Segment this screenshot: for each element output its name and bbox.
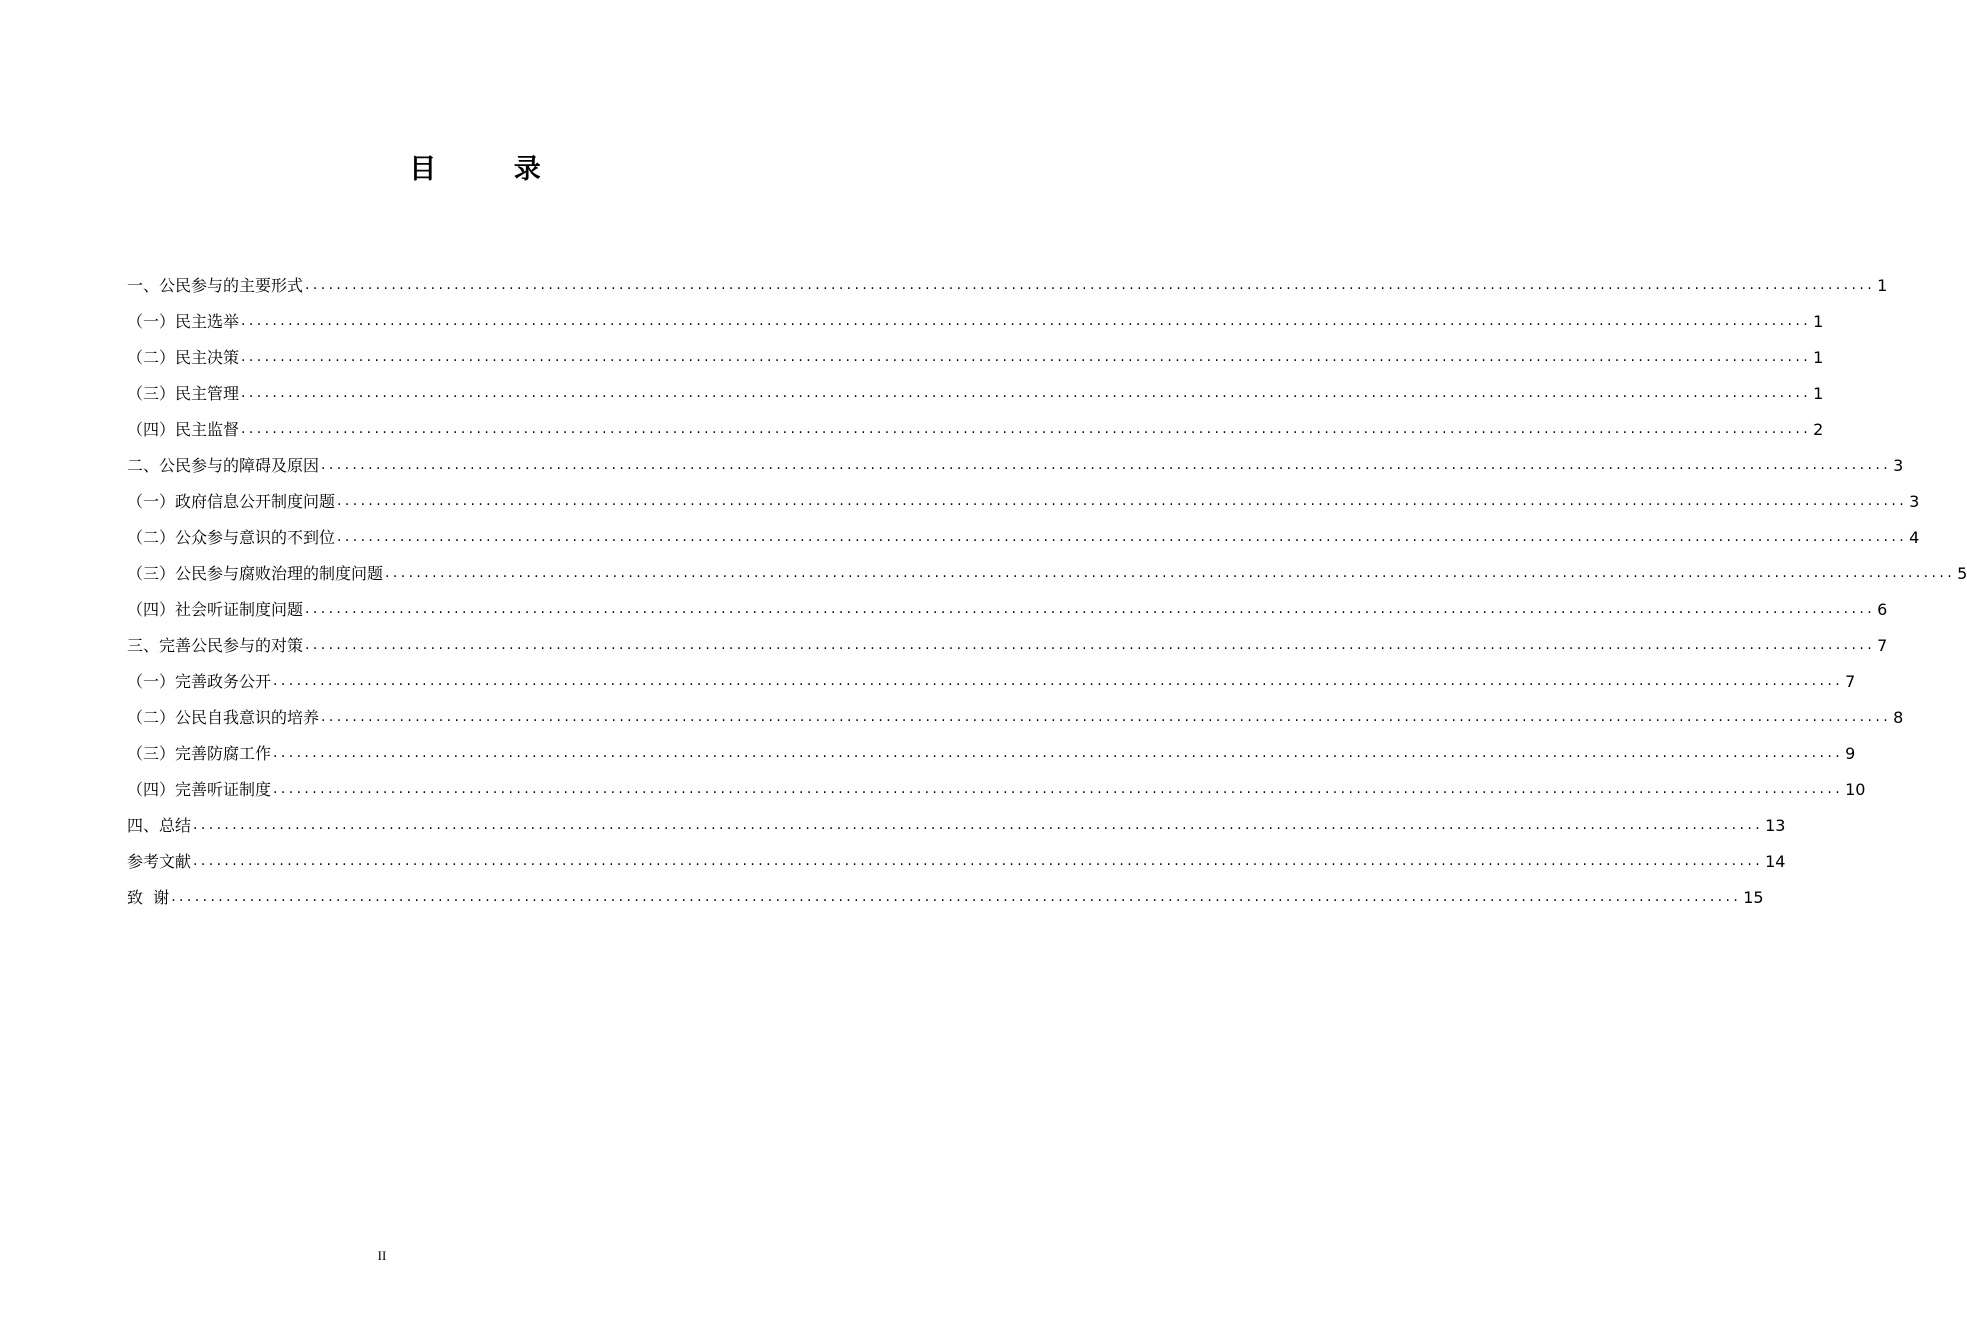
dot-leader: ........................................................................................................................................................................................................ <box>337 529 1908 545</box>
toc-entry-label: 致 谢 <box>127 888 170 907</box>
dot-leader: ........................................................................................................................................................................................................ <box>305 601 1876 617</box>
dot-leader: ........................................................................................................................................................................................................ <box>321 457 1892 473</box>
toc-entry[interactable] <box>127 692 1904 728</box>
toc-entry-page: 13 <box>1765 816 1786 835</box>
toc-entry-page: 8 <box>1893 708 1904 727</box>
toc-entry-page: 14 <box>1765 852 1786 871</box>
toc-entry-page: 3 <box>1909 492 1920 511</box>
toc-entry-page: 3 <box>1893 456 1904 475</box>
toc-entry-page: 10 <box>1845 780 1866 799</box>
toc-entry-page: 1 <box>1877 276 1888 295</box>
toc-entry[interactable] <box>127 476 1920 512</box>
toc-entry-page: 4 <box>1909 528 1920 547</box>
dot-leader: ........................................................................................................................................................................................................ <box>241 313 1812 329</box>
toc-entry-label: （一）完善政务公开 <box>127 672 272 691</box>
toc-entry-page: 9 <box>1845 744 1856 763</box>
toc-entry[interactable] <box>127 872 1764 908</box>
toc-entry-label: 四、总结 <box>127 816 192 835</box>
toc-entry[interactable] <box>127 584 1888 620</box>
toc-entry-label: 参考文献 <box>127 852 192 871</box>
toc-entry[interactable] <box>127 764 1866 800</box>
dot-leader: ........................................................................................................................................................................................................ <box>305 637 1876 653</box>
toc-entry[interactable] <box>127 296 1824 332</box>
toc-entry-label: （四）完善听证制度 <box>127 780 272 799</box>
toc-entry-label: 二、公民参与的障碍及原因 <box>127 456 320 475</box>
toc-entry-page: 15 <box>1743 888 1764 907</box>
toc-entry[interactable] <box>127 656 1856 692</box>
dot-leader: ........................................................................................................................................................................................................ <box>273 673 1844 689</box>
toc-entry-label: （三）公民参与腐败治理的制度问题 <box>127 564 384 583</box>
toc-entry-page: 7 <box>1877 636 1888 655</box>
dot-leader: ........................................................................................................................................................................................................ <box>241 421 1812 437</box>
toc-entry[interactable] <box>127 260 1888 296</box>
table-of-contents <box>127 260 1967 908</box>
toc-entry[interactable] <box>127 728 1856 764</box>
toc-entry[interactable] <box>127 368 1824 404</box>
toc-entry-label: 一、公民参与的主要形式 <box>127 276 304 295</box>
dot-leader: ........................................................................................................................................................................................................ <box>241 385 1812 401</box>
toc-entry-page: 2 <box>1813 420 1824 439</box>
dot-leader: ........................................................................................................................................................................................................ <box>273 781 1844 797</box>
toc-entry-page: 7 <box>1845 672 1856 691</box>
toc-entry-label: （二）公众参与意识的不到位 <box>127 528 336 547</box>
toc-entry-label: （二）民主决策 <box>127 348 240 367</box>
dot-leader: ........................................................................................................................................................................................................ <box>385 565 1956 581</box>
toc-entry[interactable] <box>127 332 1824 368</box>
page-number: II <box>377 1248 387 1263</box>
toc-title: 目 录 <box>409 154 575 185</box>
toc-entry-label: 三、完善公民参与的对策 <box>127 636 304 655</box>
toc-entry[interactable] <box>127 620 1888 656</box>
dot-leader: ........................................................................................................................................................................................................ <box>171 889 1742 905</box>
toc-entry-page: 1 <box>1813 384 1824 403</box>
dot-leader: ........................................................................................................................................................................................................ <box>193 853 1764 869</box>
toc-entry[interactable] <box>127 512 1920 548</box>
toc-entry-label: （三）民主管理 <box>127 384 240 403</box>
toc-entry-label: （三）完善防腐工作 <box>127 744 272 763</box>
toc-entry-label: （二）公民自我意识的培养 <box>127 708 320 727</box>
dot-leader: ........................................................................................................................................................................................................ <box>273 745 1844 761</box>
toc-entry-label: （四）民主监督 <box>127 420 240 439</box>
dot-leader: ........................................................................................................................................................................................................ <box>337 493 1908 509</box>
dot-leader: ........................................................................................................................................................................................................ <box>241 349 1812 365</box>
dot-leader: ........................................................................................................................................................................................................ <box>193 817 1764 833</box>
toc-entry-label: （一）民主选举 <box>127 312 240 331</box>
toc-entry-page: 6 <box>1877 600 1888 619</box>
toc-entry[interactable] <box>127 800 1786 836</box>
toc-entry-page: 1 <box>1813 348 1824 367</box>
toc-entry-label: （四）社会听证制度问题 <box>127 600 304 619</box>
toc-entry-page: 5 <box>1957 564 1967 583</box>
toc-entry[interactable] <box>127 440 1904 476</box>
toc-entry[interactable] <box>127 404 1824 440</box>
dot-leader: ........................................................................................................................................................................................................ <box>321 709 1892 725</box>
toc-entry-label: （一）政府信息公开制度问题 <box>127 492 336 511</box>
toc-entry[interactable] <box>127 548 1967 584</box>
toc-entry[interactable] <box>127 836 1786 872</box>
dot-leader: ........................................................................................................................................................................................................ <box>305 277 1876 293</box>
toc-entry-page: 1 <box>1813 312 1824 331</box>
